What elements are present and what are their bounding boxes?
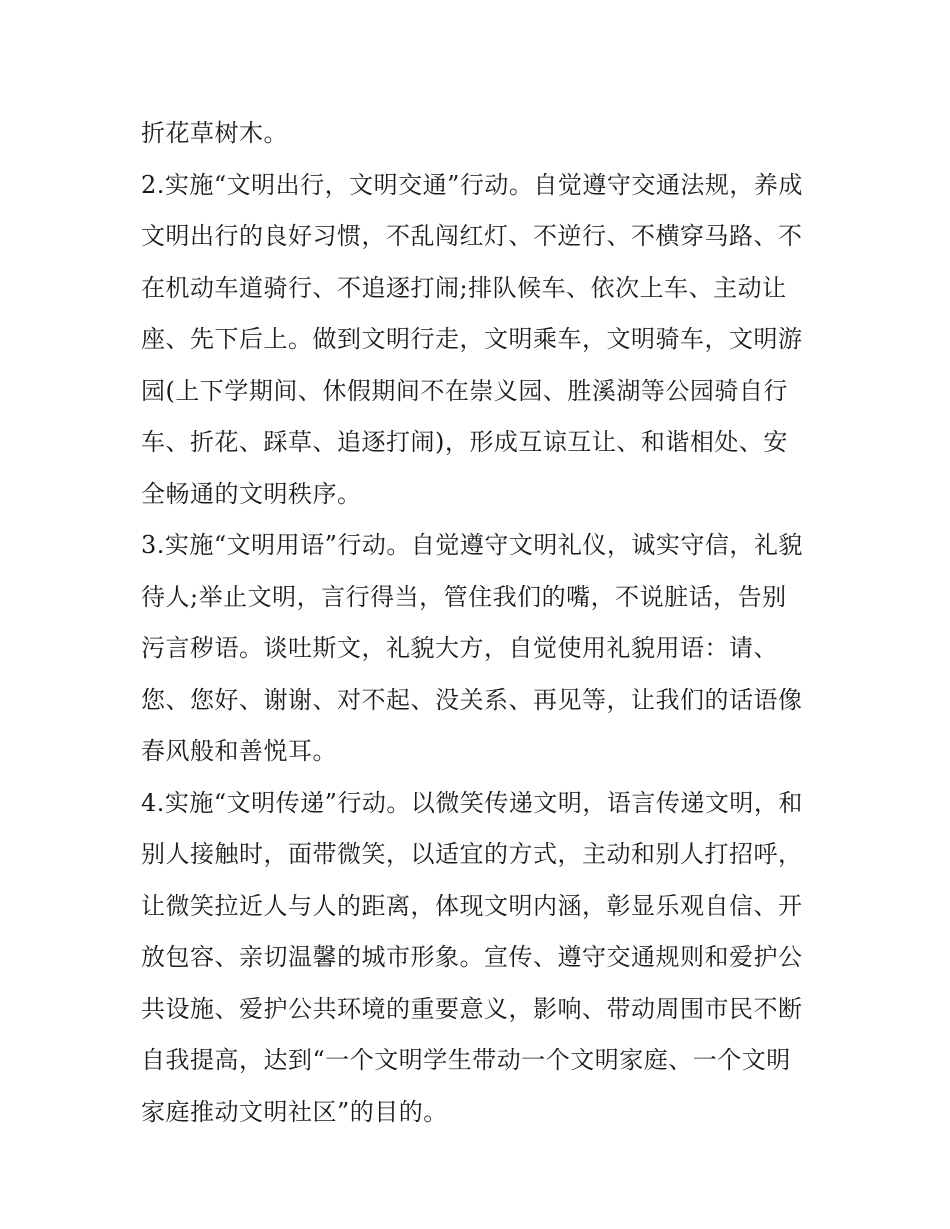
text-line: 车、折花、踩草、追逐打闹)，形成互谅互让、和谐相处、安 bbox=[141, 428, 788, 456]
text-line: 您、您好、谢谢、对不起、没关系、再见等，让我们的话语像 bbox=[141, 685, 803, 714]
text-line: 3.实施“文明用语”行动。自觉遵守文明礼仪，诚实守信，礼貌 bbox=[141, 531, 803, 559]
text-line: 家庭推动文明社区”的目的。 bbox=[141, 1097, 448, 1126]
text-line: 全畅通的文明秩序。 bbox=[141, 479, 362, 508]
text-line: 园(上下学期间、休假期间不在崇义园、胜溪湖等公园骑自行 bbox=[141, 376, 788, 405]
text-line: 座、先下后上。做到文明行走，文明乘车，文明骑车，文明游 bbox=[141, 325, 803, 353]
text-line: 4.实施“文明传递”行动。以微笑传递文明，语言传递文明，和 bbox=[141, 788, 803, 817]
text-line: 放包容、亲切温馨的城市形象。宣传、遵守交通规则和爱护公 bbox=[141, 943, 803, 971]
text-line: 别人接触时，面带微笑，以适宜的方式，主动和别人打招呼， bbox=[141, 840, 803, 868]
text-line: 在机动车道骑行、不追逐打闹;排队候车、依次上车、主动让 bbox=[141, 273, 787, 302]
text-line: 共设施、爱护公共环境的重要意义，影响、带动周围市民不断 bbox=[141, 994, 803, 1023]
text-line: 2.实施“文明出行，文明交通”行动。自觉遵守交通法规，养成 bbox=[141, 170, 803, 199]
text-line: 让微笑拉近人与人的距离，体现文明内涵，彰显乐观自信、开 bbox=[141, 891, 803, 920]
text-line: 折花草树木。 bbox=[141, 119, 288, 147]
text-line: 文明出行的良好习惯，不乱闯红灯、不逆行、不横穿马路、不 bbox=[141, 222, 803, 250]
body-text bbox=[141, 108, 821, 1138]
text-line: 自我提高，达到“一个文明学生带动一个文明家庭、一个文明 bbox=[141, 1046, 791, 1074]
text-line: 春风般和善悦耳。 bbox=[141, 737, 337, 765]
text-line: 污言秽语。谈吐斯文，礼貌大方，自觉使用礼貌用语：请、 bbox=[141, 634, 778, 662]
text-line: 待人;举止文明，言行得当，管住我们的嘴，不说脏话，告别 bbox=[141, 582, 787, 611]
